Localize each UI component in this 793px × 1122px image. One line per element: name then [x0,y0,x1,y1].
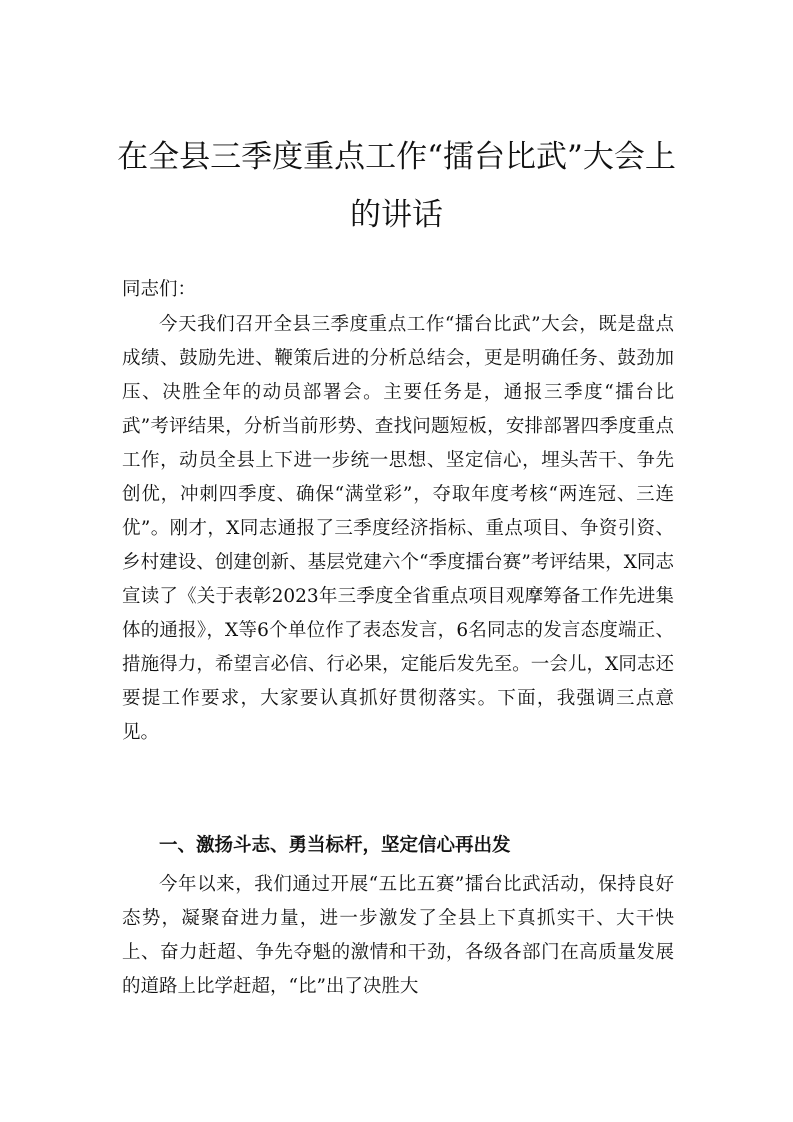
document-title-line-2: 的讲话 [350,197,443,233]
section-heading-1: 一、激扬斗志、勇当标杆，坚定信心再出发 [159,835,511,856]
paragraph-intro: 今天我们召开全县三季度重点工作“擂台比武”大会，既是盘点成绩、鼓励先进、鞭策后进的分析总结会，更是明确任务、鼓劲加压、决胜全年的动员部署会。主要任务是，通报三季度“擂台比武”考评结果，分析当前形势、查找问题短板，安排部署四季度重点工作，动员全县上下进一步统一思想、坚定信心，埋头苦干、争先创优，冲刺四季度、确保“满堂彩”，夺取年度考核“两连冠、三连优”。刚才，X同志通报了三季度经济指标、重点项目、争资引资、乡村建设、创建创新、基层党建六个“季度擂台赛”考评结果，X同志宣读了《关于表彰2023年三季度全省重点项目观摩筹备工作先进集体的通报》，X等6个单位作了表态发言，6名同志的发言态度端正、措施得力，希望言必信、行必果，定能后发先至。一会儿，X同志还要提工作要求，大家要认真抓好贯彻落实。下面，我强调三点意见。 [122,314,674,743]
salutation: 同志们： [122,279,197,300]
paragraph-section-1: 今年以来，我们通过开展“五比五赛”擂台比武活动，保持良好态势，凝聚奋进力量，进一步激发了全县上下真抓实干、大干快上、奋力赶超、争先夺魁的激情和干劲，各级各部门在高质量发展的道路上比学赶超，“比”出了决胜大 [122,874,674,997]
document-title-line-1: 在全县三季度重点工作“擂台比武”大会上 [117,139,676,175]
